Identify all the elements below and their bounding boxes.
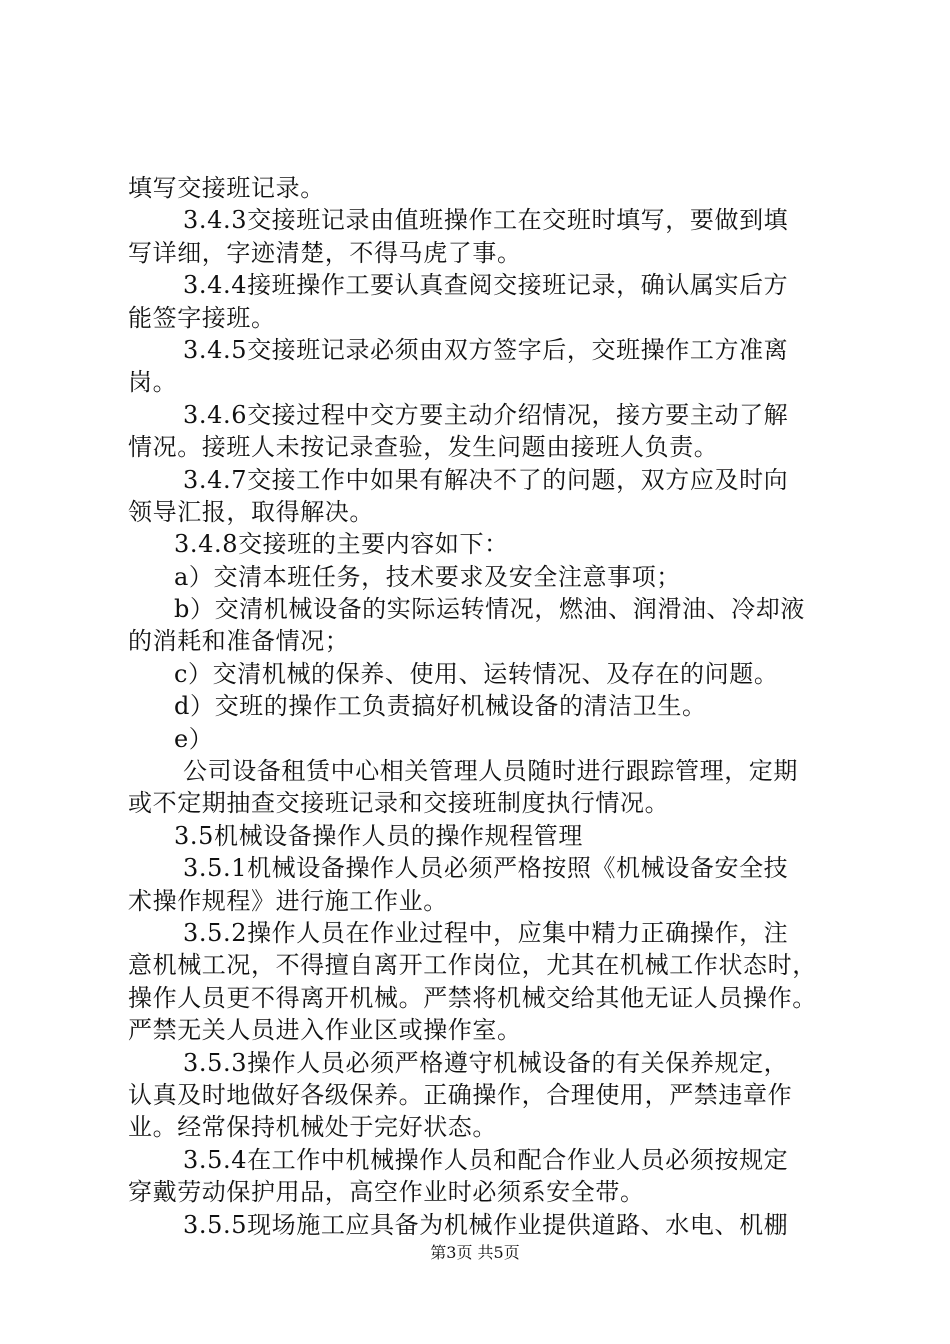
text-line: 术操作规程》进行施工作业。 bbox=[128, 886, 448, 915]
text-line: 3.4.7交接工作中如果有解决不了的问题，双方应及时向 bbox=[183, 465, 789, 494]
text-line: 公司设备租赁中心相关管理人员随时进行跟踪管理，定期 bbox=[183, 757, 798, 786]
text-line: a）交清本班任务，技术要求及安全注意事项； bbox=[174, 562, 681, 591]
text-line: 3.4.8交接班的主要内容如下： bbox=[174, 530, 509, 559]
text-line: 业。经常保持机械处于完好状态。 bbox=[128, 1113, 497, 1142]
text-line: e） bbox=[174, 724, 214, 753]
text-line: 3.4.5交接班记录必须由双方签字后，交班操作工方准离 bbox=[183, 335, 789, 364]
text-line: 3.5.5现场施工应具备为机械作业提供道路、水电、机棚 bbox=[183, 1210, 789, 1239]
text-line: 或不定期抽查交接班记录和交接班制度执行情况。 bbox=[128, 789, 670, 818]
text-line: 3.5.1机械设备操作人员必须严格按照《机械设备安全技 bbox=[183, 854, 789, 883]
text-line: 3.4.6交接过程中交方要主动介绍情况，接方要主动了解 bbox=[183, 400, 789, 429]
text-line: 意机械工况，不得擅自离开工作岗位，尤其在机械工作状态时， bbox=[128, 951, 817, 980]
document-body bbox=[128, 172, 852, 1241]
text-line: c）交清机械的保养、使用、运转情况、及存在的问题。 bbox=[174, 659, 779, 688]
page-footer: 第3页 共5页 bbox=[430, 1243, 520, 1262]
text-line: 3.5.4在工作中机械操作人员和配合作业人员必须按规定 bbox=[183, 1145, 789, 1174]
text-line: 填写交接班记录。 bbox=[128, 174, 325, 202]
text-line: 3.5机械设备操作人员的操作规程管理 bbox=[174, 821, 583, 850]
text-line: 能签字接班。 bbox=[128, 303, 276, 332]
text-line: 3.5.3操作人员必须严格遵守机械设备的有关保养规定， bbox=[183, 1048, 789, 1077]
text-line: 情况。接班人未按记录查验，发生问题由接班人负责。 bbox=[128, 433, 719, 462]
text-line: 写详细，字迹清楚，不得马虎了事。 bbox=[128, 238, 522, 267]
text-line: b）交清机械设备的实际运转情况，燃油、润滑油、冷却液 bbox=[174, 595, 805, 624]
text-line: 岗。 bbox=[128, 368, 178, 397]
text-line: 操作人员更不得离开机械。严禁将机械交给其他无证人员操作。 bbox=[128, 983, 817, 1012]
text-line: 3.4.3交接班记录由值班操作工在交班时填写，要做到填 bbox=[183, 206, 789, 235]
text-line: 认真及时地做好各级保养。正确操作，合理使用，严禁违章作 bbox=[128, 1080, 793, 1109]
text-line: 3.4.4接班操作工要认真查阅交接班记录，确认属实后方 bbox=[183, 271, 789, 300]
text-line: d）交班的操作工负责搞好机械设备的清洁卫生。 bbox=[174, 692, 707, 721]
text-line: 严禁无关人员进入作业区或操作室。 bbox=[128, 1016, 522, 1045]
text-line: 3.5.2操作人员在作业过程中，应集中精力正确操作，注 bbox=[183, 918, 789, 947]
text-line: 领导汇报，取得解决。 bbox=[128, 497, 374, 526]
text-line: 穿戴劳动保护用品，高空作业时必须系安全带。 bbox=[128, 1178, 645, 1207]
text-line: 的消耗和准备情况； bbox=[128, 627, 350, 656]
